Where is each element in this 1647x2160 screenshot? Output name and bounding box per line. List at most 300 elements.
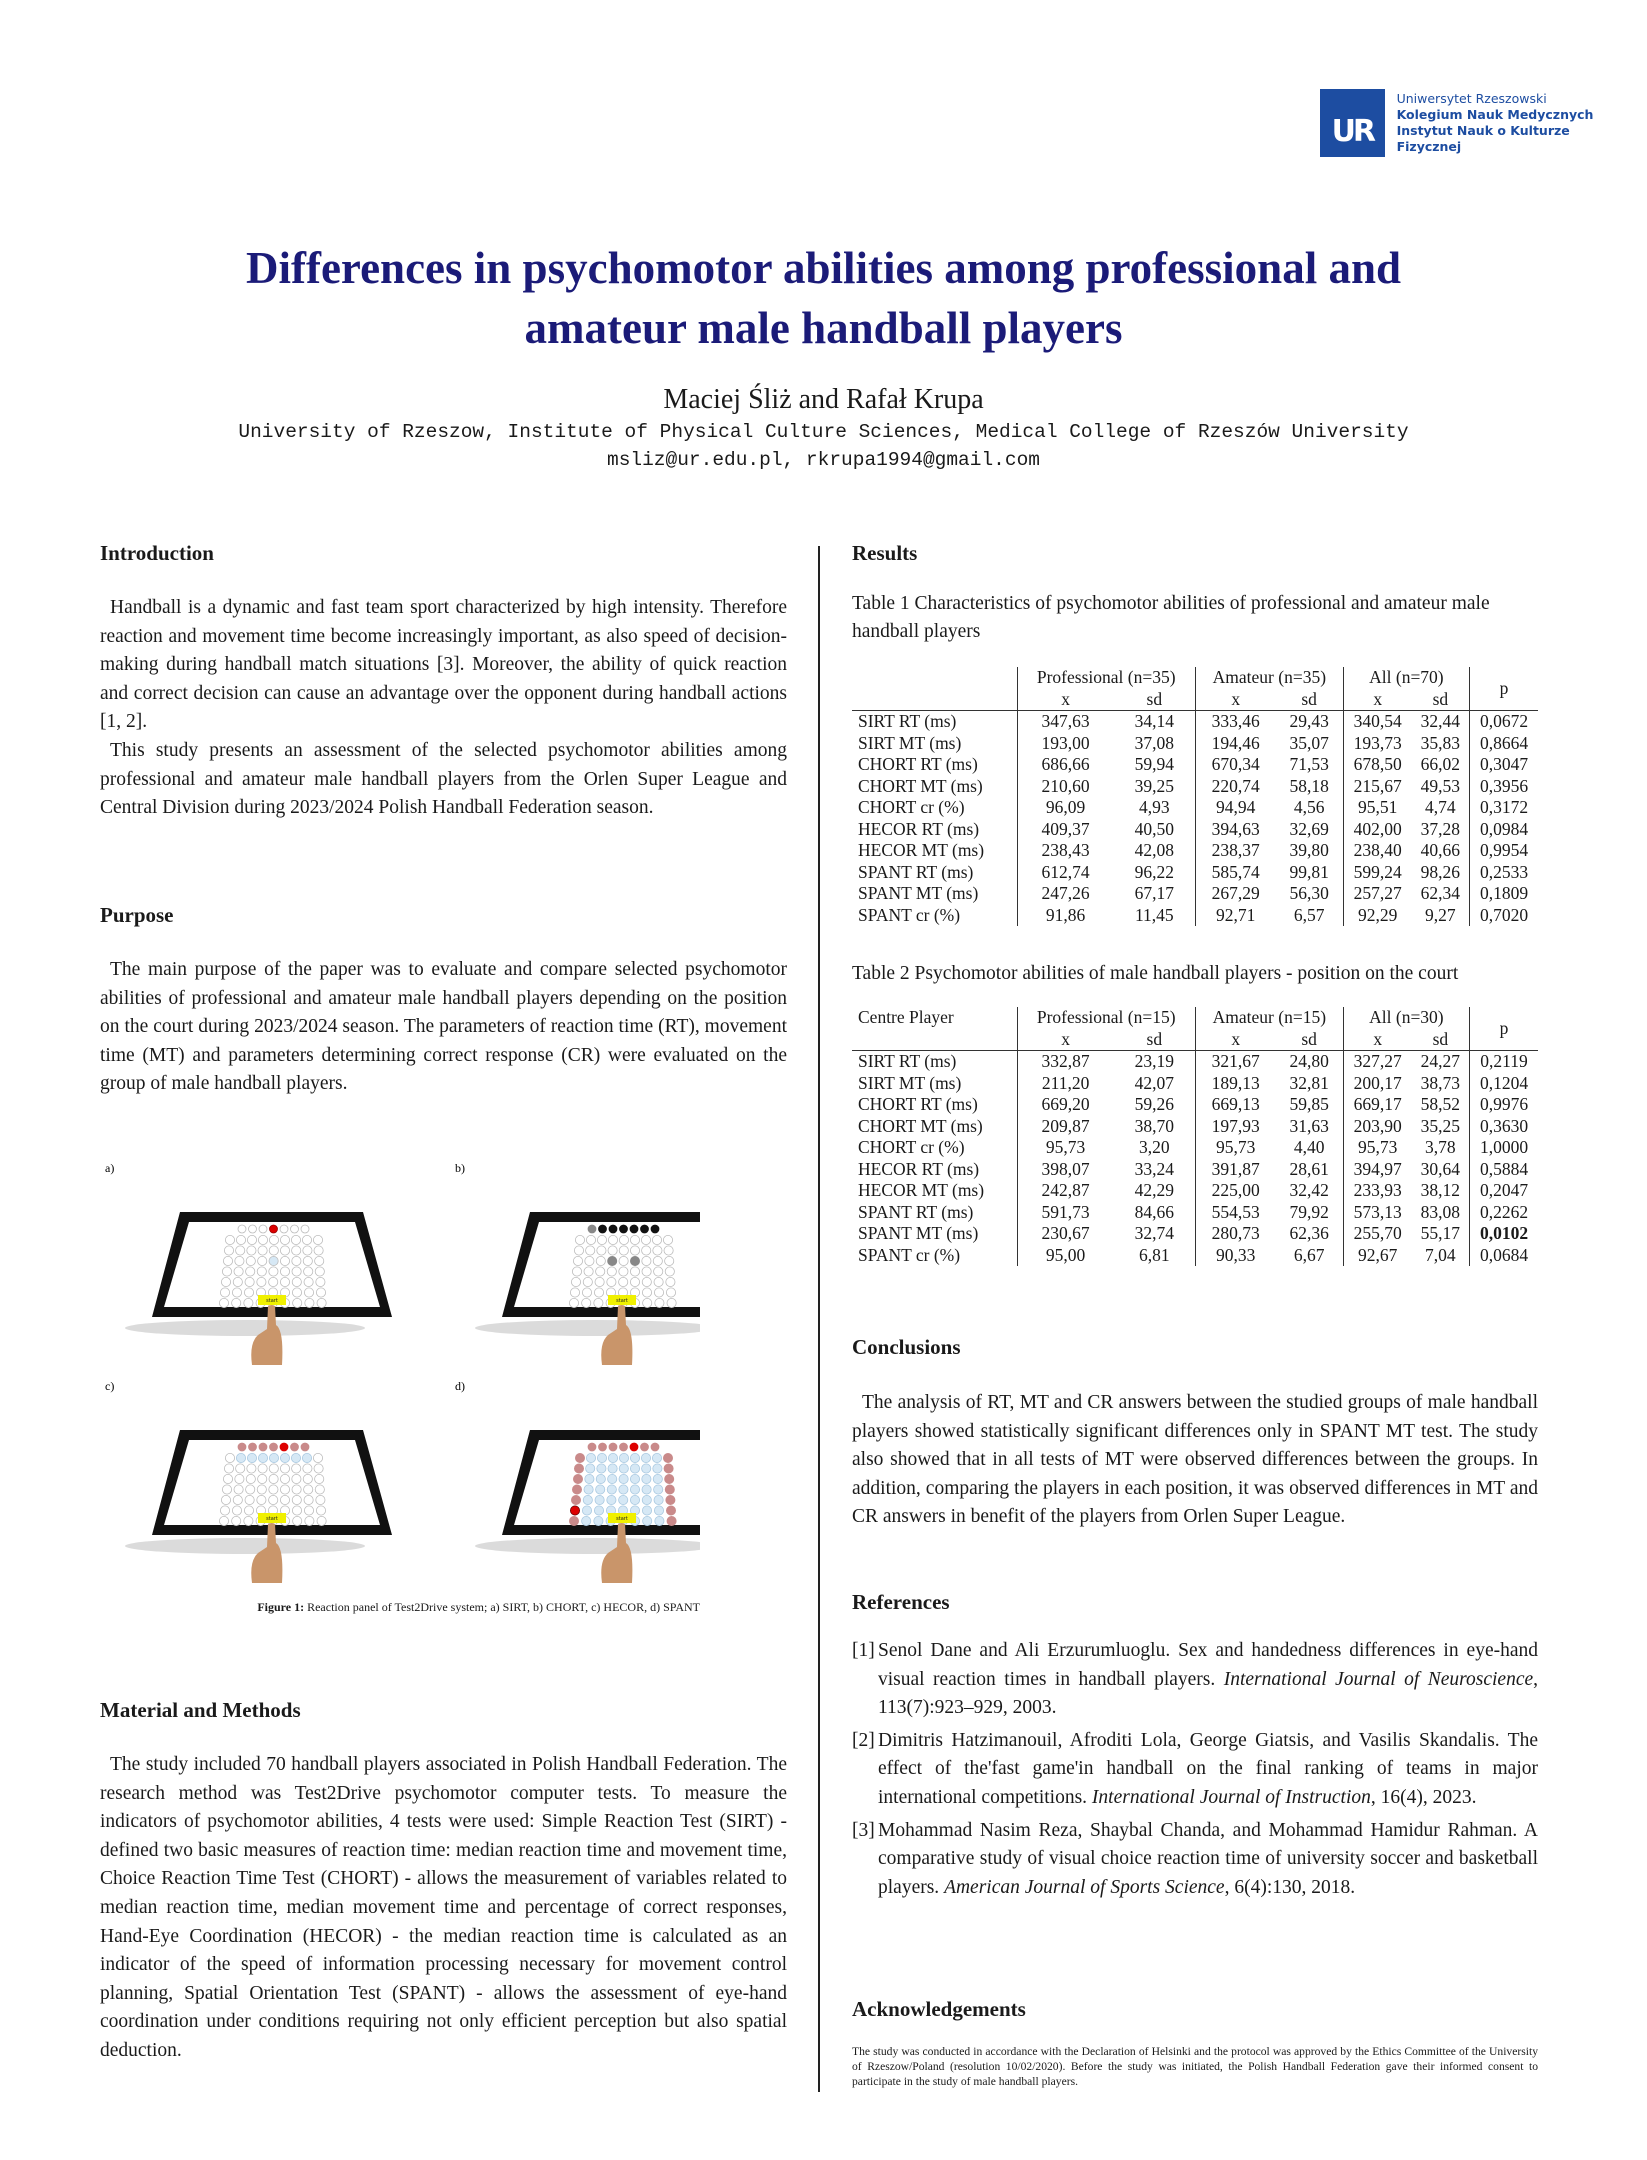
reference-item: [2] Dimitris Hatzimanouil, Afroditi Lola, George Giatsis, and Vasilis Skandalis. The effect of the'fast game'in handball on the final ranking of teams in major international competitions. International Journal of Instruction, 16(4), 2023.: [852, 1727, 1538, 1813]
target-circle: [653, 1464, 662, 1473]
row-label: CHORT MT (ms): [858, 1115, 983, 1136]
table-cell: 6,81: [1138, 1244, 1170, 1265]
table-cell: 79,92: [1289, 1201, 1329, 1222]
target-circle: [235, 1256, 244, 1265]
table-cell: 585,74: [1195, 862, 1275, 884]
target-circle: [292, 1246, 301, 1255]
table-cell: 95,73: [1343, 1137, 1411, 1159]
table-cell: 247,26: [1017, 883, 1114, 905]
target-circle: [630, 1246, 639, 1255]
target-circle: [304, 1495, 313, 1504]
table-header-row: [852, 1007, 1538, 1029]
target-circle: [574, 1246, 583, 1255]
target-circle: [642, 1288, 651, 1297]
target-circle: [293, 1516, 302, 1525]
subheader-x: x: [1343, 1029, 1411, 1051]
target-circle: [619, 1495, 628, 1504]
target-circle: [224, 1246, 233, 1255]
target-circle: [583, 1277, 592, 1286]
row-label: SPANT cr (%): [858, 1244, 961, 1265]
table-cell: 59,94: [1134, 754, 1174, 774]
target-circle: [269, 1495, 278, 1504]
table-cell: 394,97: [1343, 1159, 1411, 1181]
target-circle: [608, 1464, 617, 1473]
table-cell: 32,81: [1289, 1072, 1329, 1093]
table-cell: 332,87: [1017, 1051, 1114, 1073]
target-circle: [280, 1267, 289, 1276]
target-circle: [292, 1474, 301, 1483]
target-circle: [314, 1464, 323, 1473]
affiliation: University of Rzeszow, Institute of Physical Culture Sciences, Medical College of Rzeszów University: [238, 421, 1409, 443]
ur-logo-mark: UR: [1320, 89, 1385, 157]
target-circle: [304, 1506, 313, 1515]
target-circle: [236, 1464, 245, 1473]
acknowledgements-heading: Acknowledgements: [852, 1997, 1026, 2021]
target-circle: [663, 1453, 672, 1462]
table-cell: 32,44: [1420, 711, 1461, 731]
target-circle: [246, 1485, 255, 1494]
row-label: HECOR RT (ms): [858, 1158, 980, 1179]
row-label: SPANT cr (%): [858, 904, 961, 925]
table-cell: 0,0684: [1470, 1245, 1538, 1267]
target-circle: [597, 1235, 606, 1244]
table-cell: 669,13: [1195, 1094, 1275, 1116]
row-label: HECOR MT (ms): [858, 840, 985, 860]
table-cell: 203,90: [1343, 1116, 1411, 1138]
target-circle: [585, 1256, 594, 1265]
table-group-header: Professional (n=15): [1017, 1007, 1195, 1029]
target-circle: [665, 1485, 674, 1494]
table-cell: 62,36: [1289, 1223, 1329, 1243]
target-circle: [642, 1485, 651, 1494]
table-cell: 94,94: [1195, 797, 1275, 819]
target-circle: [643, 1298, 652, 1307]
target-circle: [317, 1298, 326, 1307]
references-heading: References: [852, 1590, 950, 1614]
indicator-light: [609, 1225, 617, 1233]
table-cell: 32,74: [1134, 1223, 1174, 1243]
table-cell: 391,87: [1195, 1159, 1275, 1181]
indicator-light: [270, 1443, 278, 1451]
target-circle: [595, 1495, 604, 1504]
target-circle: [317, 1516, 326, 1525]
table-cell: 669,20: [1017, 1094, 1114, 1116]
target-circle: [573, 1474, 582, 1483]
conclusions-heading: Conclusions: [852, 1335, 961, 1359]
tablet-shadow: [125, 1320, 365, 1336]
target-circle: [257, 1495, 266, 1504]
row-label: HECOR RT (ms): [858, 818, 980, 839]
target-circle: [597, 1464, 606, 1473]
target-circle: [314, 1246, 323, 1255]
target-circle: [586, 1246, 595, 1255]
target-circle: [269, 1235, 278, 1244]
target-circle: [596, 1474, 605, 1483]
row-label: CHORT cr (%): [858, 1137, 965, 1157]
indicator-light: [630, 1225, 638, 1233]
subheader-x: x: [1195, 1029, 1275, 1051]
table-cell: 56,30: [1289, 883, 1329, 903]
row-label: CHORT MT (ms): [858, 775, 983, 796]
target-circle: [222, 1267, 231, 1276]
table-cell: 211,20: [1017, 1073, 1114, 1095]
table-cell: 6,67: [1293, 1244, 1325, 1265]
target-circle: [665, 1474, 674, 1483]
table-cell: 0,2119: [1470, 1051, 1538, 1073]
row-label: SIRT MT (ms): [858, 732, 962, 753]
target-circle: [220, 1506, 229, 1515]
table-cell: 0,9954: [1470, 840, 1538, 862]
target-circle: [303, 1256, 312, 1265]
table-cell: 0,1204: [1470, 1073, 1538, 1095]
introduction-heading: Introduction: [100, 541, 214, 565]
target-circle: [571, 1495, 580, 1504]
target-circle: [608, 1246, 617, 1255]
target-circle: [258, 1453, 267, 1462]
table-cell: 394,63: [1195, 819, 1275, 841]
references-list: [852, 1637, 1538, 1906]
table-group-header: Amateur (n=15): [1195, 1007, 1343, 1029]
target-circle: [608, 1474, 617, 1483]
table-cell: 0,3956: [1470, 776, 1538, 798]
table-cell: 0,0102: [1470, 1223, 1538, 1245]
target-circle: [232, 1298, 241, 1307]
table-row: [852, 1094, 1538, 1116]
target-circle: [619, 1474, 628, 1483]
target-circle: [304, 1267, 313, 1276]
target-circle: [594, 1298, 603, 1307]
target-circle: [236, 1453, 245, 1462]
table-cell: 573,13: [1343, 1202, 1411, 1224]
table-cell: 4,93: [1138, 797, 1170, 817]
table-cell: 98,26: [1420, 861, 1461, 882]
target-circle: [607, 1277, 616, 1286]
table-cell: 42,07: [1134, 1072, 1174, 1093]
table-cell: 91,86: [1017, 905, 1114, 927]
target-circle: [619, 1464, 628, 1473]
table-cell: 0,3172: [1470, 797, 1538, 819]
target-circle: [280, 1453, 289, 1462]
target-circle: [232, 1516, 241, 1525]
table-cell: 62,34: [1420, 883, 1461, 903]
figure-test2drive-panels: [100, 1150, 700, 1590]
table-row: [852, 1245, 1538, 1267]
table-cell: 42,08: [1134, 840, 1174, 860]
table-row: [852, 1180, 1538, 1202]
indicator-light: [588, 1225, 596, 1233]
table-cell: 23,19: [1134, 1051, 1174, 1071]
target-circle: [608, 1235, 617, 1244]
table-cell: 0,3630: [1470, 1116, 1538, 1138]
target-circle: [642, 1256, 651, 1265]
table-header-row: [852, 667, 1538, 689]
table-cell: 225,00: [1195, 1180, 1275, 1202]
target-circle: [291, 1235, 300, 1244]
acknowledgements-text: The study was conducted in accordance with the Declaration of Helsinki and the protocol was approved by the Ethics Committee of the University of Rzeszow/Poland (resolution 10/02/2020). Before the study was initiated, the Polish Handball Federation gave their informed consent to participate in the study of male handball players.: [852, 2045, 1538, 2088]
table-cell: 33,24: [1134, 1158, 1174, 1179]
target-circle: [653, 1256, 662, 1265]
target-circle: [258, 1235, 267, 1244]
target-circle: [665, 1256, 674, 1265]
reference-journal: American Journal of Sports Science: [944, 1876, 1225, 1898]
logo-line-institute: Instytut Nauk o Kulturze Fizycznej: [1396, 123, 1570, 154]
table-cell: 59,26: [1134, 1094, 1174, 1114]
table-cell: 0,8664: [1470, 733, 1538, 755]
start-button-label: start: [266, 1298, 278, 1304]
target-circle: [652, 1453, 661, 1462]
reference-item: [3] Mohammad Nasim Reza, Shaybal Chanda, and Mohammad Hamidur Rahman. A comparative study of visual choice reaction time of university soccer and basketball players. American Journal of Sports Science, 6(4):130, 2018.: [852, 1817, 1538, 1903]
target-circle: [280, 1485, 289, 1494]
target-circle: [653, 1246, 662, 1255]
indicator-light: [238, 1443, 246, 1451]
target-circle: [221, 1495, 230, 1504]
target-circle: [269, 1267, 278, 1276]
target-circle: [642, 1495, 651, 1504]
target-circle: [619, 1453, 628, 1462]
reference-number: [3]: [852, 1819, 875, 1841]
table-cell: 90,33: [1195, 1245, 1275, 1267]
target-circle: [236, 1246, 245, 1255]
target-circle: [316, 1277, 325, 1286]
target-circle: [292, 1267, 301, 1276]
row-label: SPANT RT (ms): [858, 861, 974, 882]
table-cell: 193,73: [1343, 733, 1411, 755]
table-row: [852, 1159, 1538, 1181]
target-circle: [595, 1277, 604, 1286]
table-cell: 0,5884: [1470, 1159, 1538, 1181]
target-circle: [655, 1516, 664, 1525]
target-circle: [642, 1277, 651, 1286]
target-circle: [607, 1495, 616, 1504]
target-circle: [582, 1288, 591, 1297]
target-circle: [304, 1485, 313, 1494]
indicator-light: [588, 1443, 596, 1451]
target-circle: [652, 1235, 661, 1244]
target-circle: [225, 1235, 234, 1244]
target-circle: [280, 1246, 289, 1255]
table-cell: 280,73: [1195, 1223, 1275, 1245]
indicator-light: [280, 1443, 288, 1451]
target-circle: [225, 1453, 234, 1462]
target-circle: [232, 1506, 241, 1515]
target-circle: [584, 1485, 593, 1494]
table-row: [852, 819, 1538, 841]
indicator-light: [599, 1443, 607, 1451]
target-circle: [630, 1495, 639, 1504]
table-cell: 0,0672: [1470, 711, 1538, 733]
target-circle: [258, 1464, 267, 1473]
table-cell: 398,07: [1017, 1159, 1114, 1181]
panel-label: c): [105, 1379, 115, 1393]
target-circle: [269, 1453, 278, 1462]
indicator-light: [599, 1225, 607, 1233]
table-cell: 84,66: [1134, 1201, 1174, 1222]
table-cell: 327,27: [1343, 1051, 1411, 1073]
table-cell: 238,37: [1195, 840, 1275, 862]
target-circle: [280, 1277, 289, 1286]
target-circle: [233, 1495, 242, 1504]
table-cell: 210,60: [1017, 776, 1114, 798]
target-circle: [572, 1485, 581, 1494]
target-circle: [269, 1246, 278, 1255]
target-circle: [247, 1464, 256, 1473]
panel-label: b): [455, 1161, 465, 1175]
target-circle: [666, 1277, 675, 1286]
indicator-light: [641, 1443, 649, 1451]
indicator-light: [641, 1225, 649, 1233]
target-circle: [280, 1495, 289, 1504]
target-circle: [569, 1516, 578, 1525]
target-circle: [594, 1288, 603, 1297]
target-circle: [654, 1267, 663, 1276]
table-cell: 95,73: [1017, 1137, 1114, 1159]
target-circle: [664, 1464, 673, 1473]
indicator-light: [301, 1225, 309, 1233]
target-circle: [303, 1464, 312, 1473]
subheader-sd: sd: [1276, 1029, 1344, 1051]
reference-item: [1] Senol Dane and Ali Erzurumluoglu. Sex and handedness differences in eye-hand visual reaction times in handball players. International Journal of Neuroscience, 113(7):923–929, 2003.: [852, 1637, 1538, 1723]
indicator-light: [259, 1225, 267, 1233]
subheader-x: x: [1343, 689, 1411, 711]
target-circle: [665, 1267, 674, 1276]
target-circle: [246, 1267, 255, 1276]
table-cell: 321,67: [1195, 1051, 1275, 1073]
target-circle: [597, 1453, 606, 1462]
table-cell: 96,09: [1017, 797, 1114, 819]
table-cell: 38,73: [1420, 1072, 1461, 1093]
target-circle: [573, 1256, 582, 1265]
table-cell: 32,42: [1289, 1180, 1329, 1200]
table-cell: 0,2262: [1470, 1202, 1538, 1224]
target-circle: [280, 1464, 289, 1473]
table-cell: 40,50: [1134, 818, 1174, 839]
target-circle: [666, 1495, 675, 1504]
start-button-label: start: [616, 1516, 628, 1522]
target-circle: [630, 1235, 639, 1244]
target-circle: [305, 1516, 314, 1525]
table1: [852, 667, 1538, 926]
tablet-shadow: [125, 1538, 365, 1554]
row-label: CHORT RT (ms): [858, 754, 978, 774]
table-cell: 67,17: [1134, 883, 1174, 903]
table-cell: 3,78: [1425, 1137, 1456, 1157]
table-group-header: All (n=70): [1343, 667, 1469, 689]
table-cell: 37,28: [1420, 818, 1461, 839]
table2: [852, 1007, 1538, 1266]
figure-caption: Figure 1: Reaction panel of Test2Drive system; a) SIRT, b) CHORT, c) HECOR, d) SPANT: [257, 1600, 700, 1614]
table-cell: 9,27: [1425, 904, 1456, 925]
indicator-light: [651, 1225, 659, 1233]
target-circle: [642, 1474, 651, 1483]
target-circle: [642, 1267, 651, 1276]
target-circle: [666, 1506, 675, 1515]
table-row: [852, 1116, 1538, 1138]
target-circle: [315, 1267, 324, 1276]
target-circle: [315, 1474, 324, 1483]
target-circle: [258, 1256, 267, 1265]
target-circle: [575, 1453, 584, 1462]
target-circle: [244, 1516, 253, 1525]
table-cell: 92,67: [1343, 1245, 1411, 1267]
target-circle: [586, 1235, 595, 1244]
target-circle: [292, 1485, 301, 1494]
table-cell: 333,46: [1195, 711, 1275, 733]
table-cell: 599,24: [1343, 862, 1411, 884]
target-circle: [219, 1298, 228, 1307]
indicator-light: [630, 1443, 638, 1451]
target-circle: [596, 1256, 605, 1265]
purpose-heading: Purpose: [100, 903, 174, 927]
table-cell: 92,71: [1195, 905, 1275, 927]
target-circle: [663, 1235, 672, 1244]
target-circle: [570, 1506, 579, 1515]
table-row: [852, 905, 1538, 927]
figure-panel: [455, 1161, 700, 1365]
target-circle: [245, 1277, 254, 1286]
target-circle: [219, 1516, 228, 1525]
methods-heading: Material and Methods: [100, 1698, 301, 1722]
target-circle: [269, 1485, 278, 1494]
panel-label: a): [105, 1161, 115, 1175]
table-cell: 200,17: [1343, 1073, 1411, 1095]
table-row: [852, 776, 1538, 798]
target-circle: [569, 1298, 578, 1307]
table-row: [852, 1051, 1538, 1073]
target-circle: [235, 1474, 244, 1483]
target-circle: [586, 1464, 595, 1473]
start-button-label: start: [616, 1298, 628, 1304]
table-cell: 96,22: [1134, 861, 1174, 882]
table-cell: 0,9976: [1470, 1094, 1538, 1116]
target-circle: [582, 1506, 591, 1515]
column-divider: [818, 546, 820, 2092]
reference-number: [2]: [852, 1729, 875, 1751]
target-circle: [584, 1267, 593, 1276]
target-circle: [292, 1464, 301, 1473]
table-cell: 0,0984: [1470, 819, 1538, 841]
table-subheader-row: [852, 1029, 1538, 1051]
target-circle: [619, 1235, 628, 1244]
table-row: [852, 1223, 1538, 1245]
subheader-sd: sd: [1276, 689, 1344, 711]
table-row: [852, 883, 1538, 905]
table-cell: 238,43: [1017, 840, 1114, 862]
target-circle: [269, 1464, 278, 1473]
table-cell: 99,81: [1289, 861, 1329, 882]
university-logo: [1320, 88, 1620, 158]
target-circle: [302, 1453, 311, 1462]
table1-caption: Table 1 Characteristics of psychomotor abilities of professional and amateur male handball players: [852, 593, 1490, 642]
table-row: [852, 1202, 1538, 1224]
introduction-text: Handball is a dynamic and fast team sport characterized by high intensity. Therefore reaction and movement time become increasingly important, as also speed of decision-making during handball match situations [3]. Moreover, the ability of quick reaction and correct decision can cause an advantage over the opponent during handball actions [1, 2]. This study presents an assessment of the selected psychomotor abilities among professional and amateur male handball players from the Orlen Super League and Central Division during 2023/2024 Polish Handball Federation season.: [100, 597, 787, 819]
table-cell: 0,3047: [1470, 754, 1538, 776]
table-cell: 409,37: [1017, 819, 1114, 841]
target-circle: [619, 1267, 628, 1276]
target-circle: [292, 1288, 301, 1297]
target-circle: [572, 1267, 581, 1276]
target-circle: [641, 1453, 650, 1462]
table-corner: Centre Player: [858, 1007, 954, 1027]
target-circle: [315, 1485, 324, 1494]
target-circle: [574, 1464, 583, 1473]
indicator-light: [249, 1225, 257, 1233]
table-cell: 554,53: [1195, 1202, 1275, 1224]
target-circle: [221, 1277, 230, 1286]
indicator-light: [651, 1443, 659, 1451]
subheader-sd: sd: [1412, 689, 1470, 711]
table-cell: 220,74: [1195, 776, 1275, 798]
target-circle: [316, 1288, 325, 1297]
